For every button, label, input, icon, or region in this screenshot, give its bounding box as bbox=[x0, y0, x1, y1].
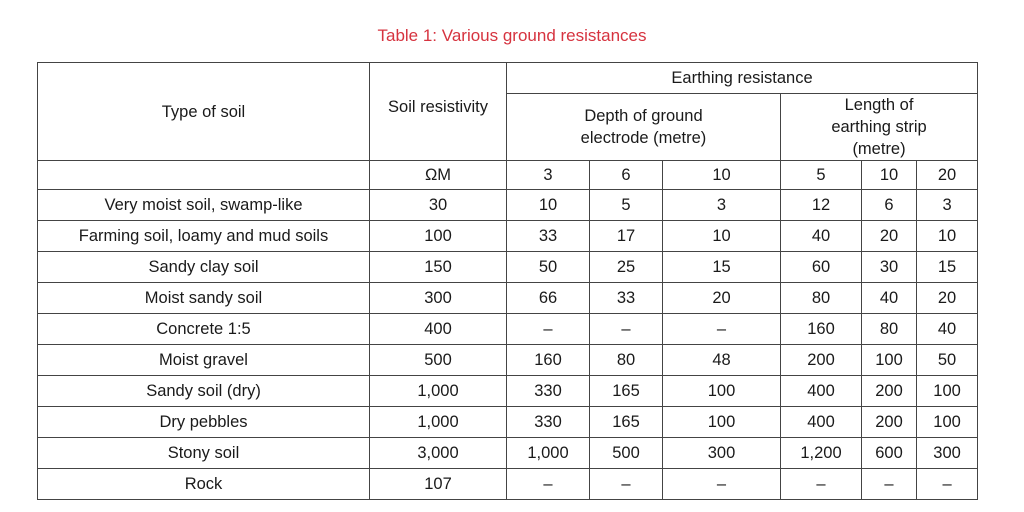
depth-3-cell: 10 bbox=[507, 190, 590, 221]
depth-10-cell: 10 bbox=[663, 221, 781, 252]
length-10-cell: 100 bbox=[862, 345, 917, 376]
table-row bbox=[38, 376, 978, 407]
header-type-of-soil: Type of soil bbox=[38, 63, 370, 161]
table-body bbox=[38, 190, 978, 500]
depth-10-cell: 48 bbox=[663, 345, 781, 376]
header-earthing-resistance: Earthing resistance bbox=[507, 63, 978, 94]
length-5-cell: 80 bbox=[781, 283, 862, 314]
soil-type-cell: Sandy soil (dry) bbox=[38, 376, 370, 407]
table-row bbox=[38, 252, 978, 283]
length-5-cell: 160 bbox=[781, 314, 862, 345]
header-depth-group: Depth of ground electrode (metre) bbox=[507, 94, 781, 161]
header-row-3 bbox=[38, 161, 978, 190]
resistivity-cell: 1,000 bbox=[370, 376, 507, 407]
depth-6-cell: 25 bbox=[590, 252, 663, 283]
length-5-cell: 1,200 bbox=[781, 438, 862, 469]
length-10-cell: – bbox=[862, 469, 917, 500]
length-20-cell: 3 bbox=[917, 190, 978, 221]
soil-type-cell: Farming soil, loamy and mud soils bbox=[38, 221, 370, 252]
table-row bbox=[38, 283, 978, 314]
header-length-10: 10 bbox=[862, 161, 917, 190]
depth-3-cell: – bbox=[507, 314, 590, 345]
header-length-5: 5 bbox=[781, 161, 862, 190]
ground-resistance-table bbox=[37, 62, 978, 500]
depth-6-cell: – bbox=[590, 469, 663, 500]
length-20-cell: 10 bbox=[917, 221, 978, 252]
header-soil-resistivity: Soil resistivity bbox=[370, 63, 507, 161]
header-length-20: 20 bbox=[917, 161, 978, 190]
depth-10-cell: 15 bbox=[663, 252, 781, 283]
resistivity-cell: 30 bbox=[370, 190, 507, 221]
soil-type-cell: Moist sandy soil bbox=[38, 283, 370, 314]
resistivity-cell: 150 bbox=[370, 252, 507, 283]
header-empty-cell bbox=[38, 161, 370, 190]
soil-type-cell: Stony soil bbox=[38, 438, 370, 469]
length-10-cell: 200 bbox=[862, 407, 917, 438]
length-10-cell: 600 bbox=[862, 438, 917, 469]
length-20-cell: 50 bbox=[917, 345, 978, 376]
depth-10-cell: 3 bbox=[663, 190, 781, 221]
header-length-group: Length of earthing strip (metre) bbox=[781, 94, 978, 161]
depth-3-cell: – bbox=[507, 469, 590, 500]
depth-3-cell: 66 bbox=[507, 283, 590, 314]
soil-type-cell: Concrete 1:5 bbox=[38, 314, 370, 345]
resistivity-cell: 1,000 bbox=[370, 407, 507, 438]
table-row bbox=[38, 345, 978, 376]
depth-3-cell: 330 bbox=[507, 407, 590, 438]
depth-10-cell: 300 bbox=[663, 438, 781, 469]
depth-6-cell: 165 bbox=[590, 407, 663, 438]
length-5-cell: 200 bbox=[781, 345, 862, 376]
depth-3-cell: 50 bbox=[507, 252, 590, 283]
depth-10-cell: – bbox=[663, 469, 781, 500]
soil-type-cell: Sandy clay soil bbox=[38, 252, 370, 283]
table-row bbox=[38, 314, 978, 345]
resistivity-cell: 100 bbox=[370, 221, 507, 252]
depth-10-cell: 100 bbox=[663, 376, 781, 407]
depth-6-cell: 5 bbox=[590, 190, 663, 221]
header-depth-3: 3 bbox=[507, 161, 590, 190]
depth-3-cell: 33 bbox=[507, 221, 590, 252]
depth-10-cell: 20 bbox=[663, 283, 781, 314]
length-5-cell: 400 bbox=[781, 407, 862, 438]
length-10-cell: 6 bbox=[862, 190, 917, 221]
header-depth-10: 10 bbox=[663, 161, 781, 190]
header-unit: ΩM bbox=[370, 161, 507, 190]
depth-10-cell: 100 bbox=[663, 407, 781, 438]
depth-3-cell: 1,000 bbox=[507, 438, 590, 469]
table-row bbox=[38, 407, 978, 438]
header-depth-6: 6 bbox=[590, 161, 663, 190]
soil-type-cell: Moist gravel bbox=[38, 345, 370, 376]
resistivity-cell: 500 bbox=[370, 345, 507, 376]
depth-6-cell: 80 bbox=[590, 345, 663, 376]
length-20-cell: 20 bbox=[917, 283, 978, 314]
soil-type-cell: Rock bbox=[38, 469, 370, 500]
length-10-cell: 200 bbox=[862, 376, 917, 407]
length-5-cell: 12 bbox=[781, 190, 862, 221]
soil-type-cell: Dry pebbles bbox=[38, 407, 370, 438]
resistivity-cell: 300 bbox=[370, 283, 507, 314]
table-caption: Table 1: Various ground resistances bbox=[377, 26, 647, 45]
table-row bbox=[38, 190, 978, 221]
depth-6-cell: 17 bbox=[590, 221, 663, 252]
resistivity-cell: 400 bbox=[370, 314, 507, 345]
table-row bbox=[38, 221, 978, 252]
length-5-cell: 400 bbox=[781, 376, 862, 407]
depth-10-cell: – bbox=[663, 314, 781, 345]
length-20-cell: 100 bbox=[917, 407, 978, 438]
length-10-cell: 40 bbox=[862, 283, 917, 314]
table-row bbox=[38, 438, 978, 469]
depth-6-cell: – bbox=[590, 314, 663, 345]
length-5-cell: – bbox=[781, 469, 862, 500]
soil-type-cell: Very moist soil, swamp-like bbox=[38, 190, 370, 221]
resistivity-cell: 3,000 bbox=[370, 438, 507, 469]
length-20-cell: – bbox=[917, 469, 978, 500]
length-10-cell: 20 bbox=[862, 221, 917, 252]
length-5-cell: 60 bbox=[781, 252, 862, 283]
length-20-cell: 100 bbox=[917, 376, 978, 407]
depth-6-cell: 33 bbox=[590, 283, 663, 314]
length-20-cell: 300 bbox=[917, 438, 978, 469]
depth-3-cell: 330 bbox=[507, 376, 590, 407]
table-row bbox=[38, 469, 978, 500]
depth-6-cell: 165 bbox=[590, 376, 663, 407]
length-20-cell: 15 bbox=[917, 252, 978, 283]
header-row-1 bbox=[38, 63, 978, 94]
resistivity-cell: 107 bbox=[370, 469, 507, 500]
length-20-cell: 40 bbox=[917, 314, 978, 345]
depth-3-cell: 160 bbox=[507, 345, 590, 376]
length-10-cell: 30 bbox=[862, 252, 917, 283]
depth-6-cell: 500 bbox=[590, 438, 663, 469]
length-10-cell: 80 bbox=[862, 314, 917, 345]
length-5-cell: 40 bbox=[781, 221, 862, 252]
